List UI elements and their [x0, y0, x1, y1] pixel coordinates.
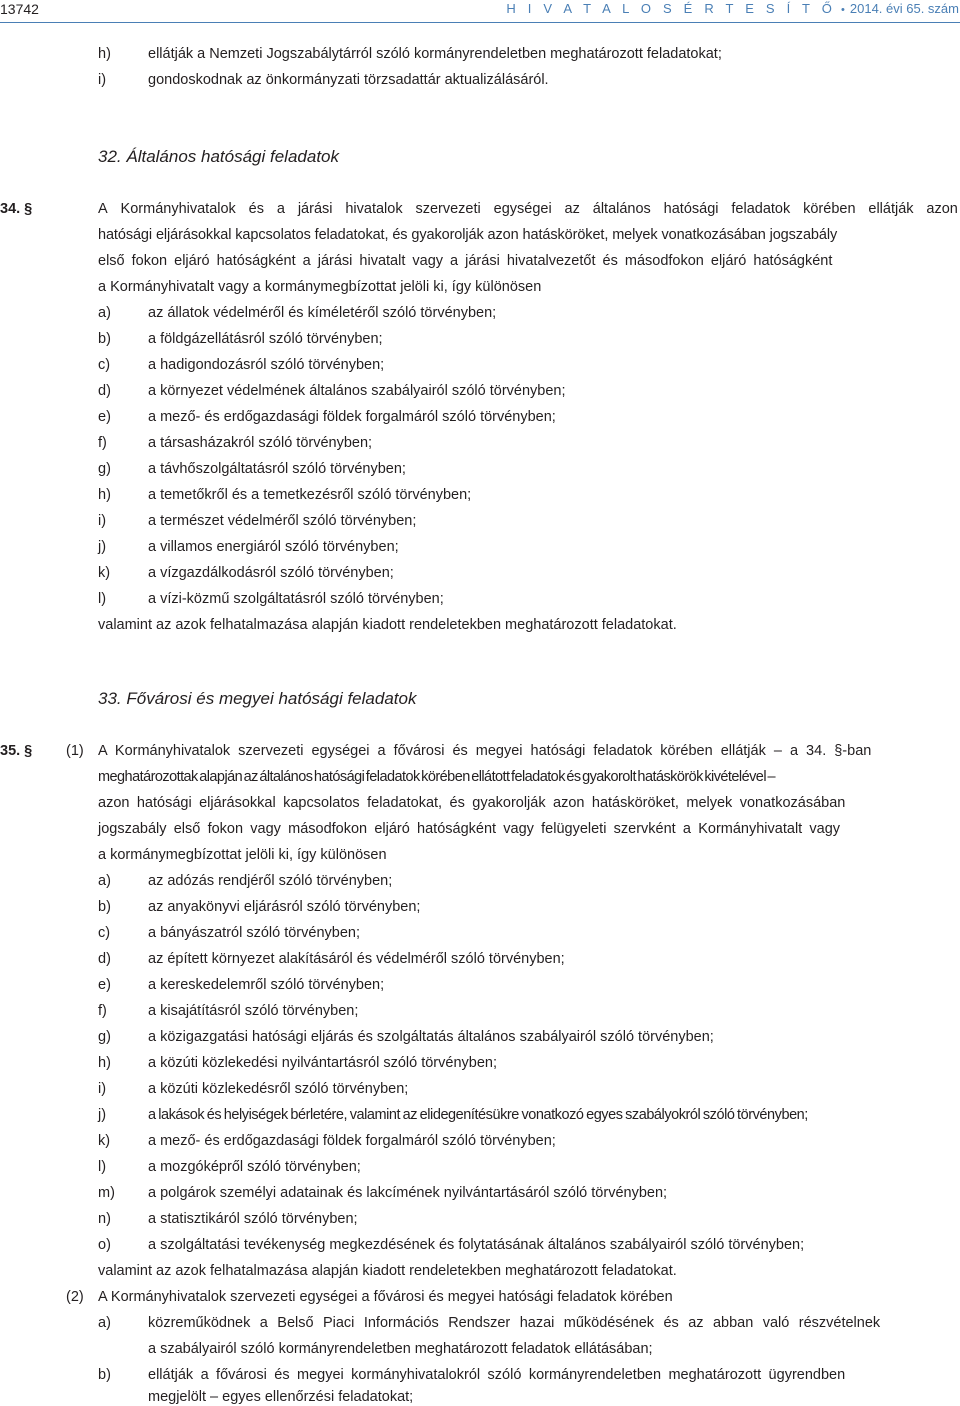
list-label: b): [98, 331, 111, 347]
closing-line: valamint az azok felhatalmazása alapján kiadott rendeletekben meghatározott feladatokat.: [98, 1263, 677, 1279]
list-label: j): [98, 539, 107, 555]
section-heading: 33. Fővárosi és megyei hatósági feladatok: [98, 689, 417, 708]
list-label: j): [98, 1107, 107, 1123]
list-label: b): [98, 1367, 111, 1383]
header-rule: [0, 22, 960, 23]
list-label: c): [98, 357, 111, 373]
list-label: h): [98, 487, 111, 503]
list-label: e): [98, 977, 111, 993]
list-item-text: ellátják a Nemzeti Jogszabálytárról szóló kormányrendeletben meghatározott feladatokat;: [148, 46, 722, 62]
list-item-text: a szabályairól szóló kormányrendeletben meghatározott feladatok ellátásában;: [148, 1341, 653, 1357]
list-item-text: a vízi-közmű szolgáltatásról szóló törvényben;: [148, 591, 444, 607]
list-label: i): [98, 1081, 107, 1097]
list-item-text: a polgárok személyi adatainak és lakcímének nyilvántartásáról szóló törvényben;: [148, 1185, 668, 1201]
list-label: g): [98, 461, 111, 477]
list-label: f): [98, 435, 107, 451]
section-number: 34. §: [0, 201, 33, 217]
list-label: e): [98, 409, 111, 425]
page-number: 13742: [0, 1, 39, 17]
list-label: a): [98, 305, 111, 321]
paragraph-line: első fokon eljáró hatóságként a járási hivatalt vagy a járási hivatalvezetőt és másodfokon eljáró hatóságként: [98, 253, 833, 269]
section-number: 35. §: [0, 743, 33, 759]
list-item-text: gondoskodnak az önkormányzati törzsadattár aktualizálásáról.: [148, 72, 549, 88]
list-label: l): [98, 1159, 107, 1175]
paragraph-line: azon hatósági eljárásokkal kapcsolatos feladatokat, és gyakorolják azon hatásköröket, melyek vonatkozásában: [98, 795, 846, 811]
paragraph-line: a Kormányhivatalt vagy a kormánymegbízottat jelöli ki, így különösen: [98, 279, 542, 295]
list-item-text: a villamos energiáról szóló törvényben;: [148, 539, 399, 555]
list-item-text: a statisztikáról szóló törvényben;: [148, 1211, 358, 1227]
paragraph-label: (1): [66, 743, 84, 759]
journal-title: H I V A T A L O S É R T E S Í T Ő: [506, 1, 837, 16]
paragraph-label: (2): [66, 1289, 84, 1305]
list-item-text: a földgázellátásról szóló törvényben;: [148, 331, 383, 347]
list-label: h): [98, 1055, 111, 1071]
running-header: [506, 0, 959, 19]
list-label: c): [98, 925, 111, 941]
list-item-text: a mező- és erdőgazdasági földek forgalmáról szóló törvényben;: [148, 409, 556, 425]
closing-line: valamint az azok felhatalmazása alapján kiadott rendeletekben meghatározott feladatokat.: [98, 617, 677, 633]
list-label: b): [98, 899, 111, 915]
paragraph-line: hatósági eljárásokkal kapcsolatos feladatokat, és gyakorolják azon hatásköröket, melyek vonatkozásában jogszabály: [98, 227, 838, 243]
list-label: d): [98, 951, 111, 967]
list-item-text: a mozgóképről szóló törvényben;: [148, 1159, 361, 1175]
list-item-text: a temetőkről és a temetkezésről szóló törvényben;: [148, 487, 472, 503]
list-item-text: a szolgáltatási tevékenység megkezdésének és folytatásának általános szabályairól szóló törvényben;: [148, 1237, 805, 1253]
page-header: [0, 0, 960, 18]
list-label: l): [98, 591, 107, 607]
list-label: n): [98, 1211, 111, 1227]
paragraph-line: a kormánymegbízottat jelöli ki, így különösen: [98, 847, 387, 863]
list-item-text: a közigazgatási hatósági eljárás és szolgáltatás általános szabályairól szóló törvényben;: [148, 1029, 714, 1045]
list-label: h): [98, 46, 111, 62]
list-item-text: a kereskedelemről szóló törvényben;: [148, 977, 385, 993]
list-item-text: az anyakönyvi eljárásról szóló törvényben;: [148, 899, 421, 915]
list-item-text: a társasházakról szóló törvényben;: [148, 435, 373, 451]
list-label: d): [98, 383, 111, 399]
paragraph-line: meghatározottak alapján az általános hatósági feladatok körében ellátott feladatok és gyakorolt hatáskörök kivételével –: [98, 769, 775, 785]
list-item-text: a hadigondozásról szóló törvényben;: [148, 357, 385, 373]
list-item-text: a közúti közlekedési nyilvántartásról szóló törvényben;: [148, 1055, 497, 1071]
list-item-text: az épített környezet alakításáról és védelméről szóló törvényben;: [148, 951, 565, 967]
paragraph-line: A Kormányhivatalok szervezeti egységei a fővárosi és megyei hatósági feladatok körében: [98, 1289, 673, 1305]
section-heading: 32. Általános hatósági feladatok: [98, 147, 340, 166]
paragraph-line: jogszabály első fokon vagy másodfokon eljáró hatóságként vagy felügyeleti szervként a Kormányhivatalt vagy: [98, 821, 841, 837]
list-item-text: a természet védelméről szóló törvényben;: [148, 513, 417, 529]
list-item-text: a vízgazdálkodásról szóló törvényben;: [148, 565, 394, 581]
list-item-text: közreműködnek a Belső Piaci Információs Rendszer hazai működésének és az abban való részvételnek: [148, 1315, 881, 1331]
list-item-text: a lakások és helyiségek bérletére, valamint az elidegenítésükre vonatkozó egyes szabályokról szóló törvényben;: [148, 1107, 808, 1123]
list-item-text: a távhőszolgáltatásról szóló törvényben;: [148, 461, 406, 477]
issue-label: 2014. évi 65. szám: [849, 1, 959, 16]
list-item-text: a bányászatról szóló törvényben;: [148, 925, 360, 941]
list-item-text: megjelölt – egyes ellenőrzési feladatokat;: [148, 1389, 414, 1405]
list-item-text: ellátják a fővárosi és megyei kormányhivatalokról szóló kormányrendeletben meghatározott ügyrendben: [148, 1367, 846, 1383]
list-item-text: az állatok védelméről és kíméletéről szóló törvényben;: [148, 305, 497, 321]
list-item-text: a kisajátításról szóló törvényben;: [148, 1003, 359, 1019]
list-label: k): [98, 1133, 111, 1149]
list-label: i): [98, 72, 107, 88]
list-label: f): [98, 1003, 107, 1019]
list-label: k): [98, 565, 111, 581]
list-label: m): [98, 1185, 115, 1201]
list-item-text: a környezet védelmének általános szabályairól szóló törvényben;: [148, 383, 566, 399]
list-label: a): [98, 873, 111, 889]
list-item-text: az adózás rendjéről szóló törvényben;: [148, 873, 393, 889]
list-label: a): [98, 1315, 111, 1331]
list-label: i): [98, 513, 107, 529]
paragraph-line: A Kormányhivatalok és a járási hivatalok szervezeti egységei az általános hatósági feladatok körében ellátják azon: [98, 201, 958, 217]
bullet-separator: •: [841, 4, 845, 16]
list-label: o): [98, 1237, 111, 1253]
paragraph-line: A Kormányhivatalok szervezeti egységei a fővárosi és megyei hatósági feladatok körében ellátják – a 34. §-ban: [98, 743, 872, 759]
list-label: g): [98, 1029, 111, 1045]
list-item-text: a mező- és erdőgazdasági földek forgalmáról szóló törvényben;: [148, 1133, 556, 1149]
list-item-text: a közúti közlekedésről szóló törvényben;: [148, 1081, 409, 1097]
